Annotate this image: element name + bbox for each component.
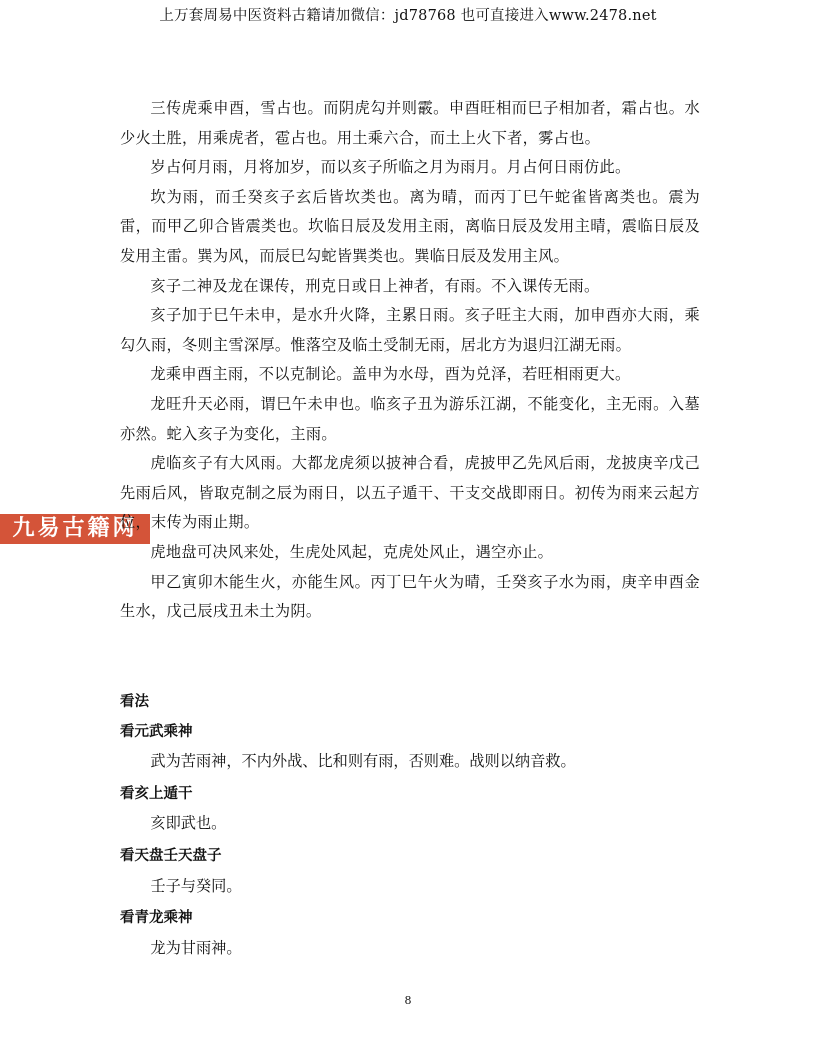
subsection-text: 武为苦雨神，不内外战、比和则有雨，否则难。战则以纳音救。 xyxy=(150,752,576,771)
paragraph: 亥子加于巳午未申，是水升火降，主累日雨。亥子旺主大雨，加申酉亦大雨，乘勾久雨，冬则主雪深厚。惟落空及临土受制无雨，居北方为退归江湖无雨。 xyxy=(120,306,700,354)
subsection-heading: 看元武乘神 xyxy=(120,723,193,740)
section-title: 看法 xyxy=(120,694,149,710)
section-kanfa xyxy=(120,688,700,966)
paragraph: 亥子二神及龙在课传，刑克日或日上神者，有雨。不入课传无雨。 xyxy=(150,276,600,295)
subsection-text: 亥即武也。 xyxy=(150,814,227,833)
subsection-text: 龙为甘雨神。 xyxy=(150,938,242,957)
paragraph: 龙乘申酉主雨，不以克制论。盖申为水母，酉为兑泽，若旺相雨更大。 xyxy=(150,365,631,384)
subsection-heading: 看青龙乘神 xyxy=(120,910,193,927)
paragraph: 虎临亥子有大风雨。大都龙虎须以披神合看，虎披甲乙先风后雨，龙披庚辛戊己先雨后风，皆取克制之辰为雨日，以五子遁干、干支交战即雨日。初传为雨来云起方位，末传为雨止期。 xyxy=(120,454,700,532)
paragraph: 坎为雨，而壬癸亥子玄后皆坎类也。离为晴，而丙丁巳午蛇雀皆离类也。震为雷，而甲乙卯合皆震类也。坎临日辰及发用主雨，离临日辰及发用主晴，震临日辰及发用主雷。巽为风，而辰巳勾蛇皆巽类也。巽临日辰及发用主风。 xyxy=(120,187,700,265)
page-header: 上万套周易中医资料古籍请加微信：jd78768 也可直接进入www.2478.net xyxy=(159,8,657,24)
subsection-heading: 看亥上遁干 xyxy=(120,785,193,802)
paragraph: 三传虎乘申酉，雪占也。而阴虎勾并则霰。申酉旺相而巳子相加者，霜占也。水少火土胜，用乘虎者，雹占也。用土乘六合，而土上火下者，雾占也。 xyxy=(120,99,700,147)
watermark-logo: 九易古籍网 xyxy=(0,514,150,544)
page-number: 8 xyxy=(404,994,412,1007)
paragraph: 虎地盘可决风来处，生虎处风起，克虎处风止，遇空亦止。 xyxy=(150,542,554,561)
paragraph: 龙旺升天必雨，谓巳午未申也。临亥子丑为游乐江湖，不能变化，主无雨。入墓亦然。蛇入亥子为变化，主雨。 xyxy=(120,394,700,443)
paragraph: 甲乙寅卯木能生火，亦能生风。丙丁巳午火为晴，壬癸亥子水为雨，庚辛申酉金生水，戊己辰戌丑未土为阴。 xyxy=(120,572,700,621)
paragraph: 岁占何月雨，月将加岁，而以亥子所临之月为雨月。月占何日雨仿此。 xyxy=(150,158,631,177)
subsection-heading: 看天盘壬天盘子 xyxy=(120,847,222,864)
body-text xyxy=(120,94,700,627)
subsection-text: 壬子与癸同。 xyxy=(150,876,242,895)
